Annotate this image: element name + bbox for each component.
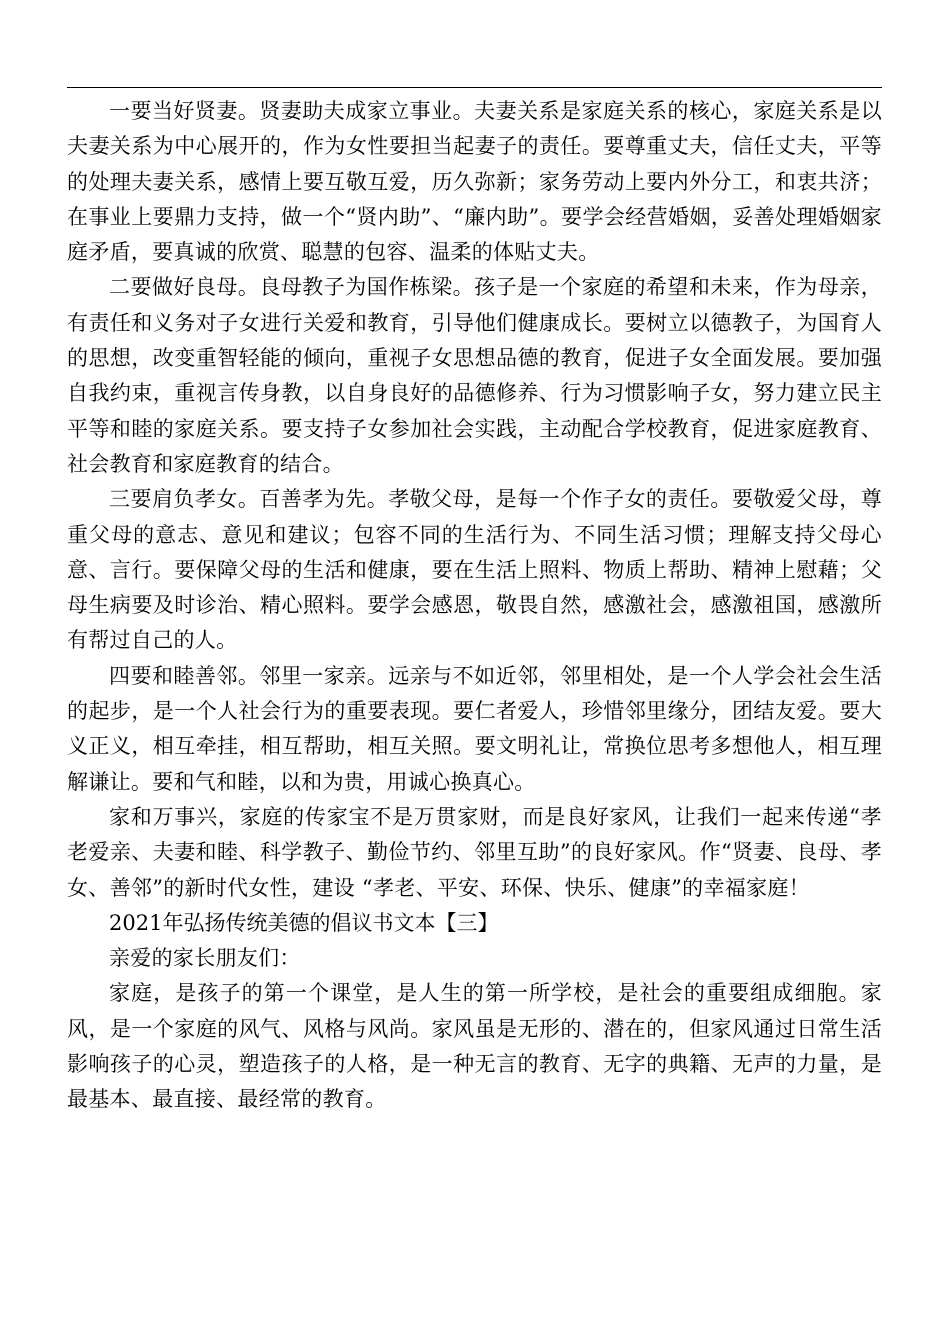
header-rule xyxy=(67,87,882,88)
paragraph-good-mother: 二要做好良母。良母教子为国作栋梁。孩子是一个家庭的希望和未来，作为母亲，有责任和义务对子女进行关爱和教育，引导他们健康成长。要树立以德教子，为国育人的思想，改变重智轻能的倾向，重视子女思想品德的教育，促进子女全面发展。要加强自我约束，重视言传身教，以自身良好的品德修养、行为习惯影响子女，努力建立民主平等和睦的家庭关系。要支持子女参加社会实践，主动配合学校教育，促进家庭教育、社会教育和家庭教育的结合。 xyxy=(67,275,882,476)
paragraph-filial-daughter: 三要肩负孝女。百善孝为先。孝敬父母，是每一个作子女的责任。要敬爱父母，尊重父母的意志、意见和建议；包容不同的生活行为、不同生活习惯；理解支持父母心意、言行。要保障父母的生活和健康，要在生活上照料、物质上帮助、精神上慰藉；父母生病要及时诊治、精心照料。要学会感恩，敬畏自然，感激社会，感激祖国，感激所有帮过自己的人。 xyxy=(67,487,882,653)
paragraph-good-neighbor: 四要和睦善邻。邻里一家亲。远亲与不如近邻，邻里相处，是一个人学会社会生活的起步，是一个人社会行为的重要表现。要仁者爱人，珍惜邻里缘分，团结友爱。要大义正义，相互牵挂，相互帮助，相互关照。要文明礼让，常换位思考多想他人，相互理解谦让。要和气和睦，以和为贵，用诚心换真心。 xyxy=(67,663,882,794)
salutation: 亲爱的家长朋友们： xyxy=(109,946,301,971)
paragraph-family-tradition: 家庭，是孩子的第一个课堂，是人生的第一所学校，是社会的重要组成细胞。家风，是一个家庭的风气、风格与风尚。家风虽是无形的、潜在的，但家风通过日常生活影响孩子的心灵，塑造孩子的人格，是一种无言的教育、无字的典籍、无声的力量，是最基本、最直接、最经常的教育。 xyxy=(67,981,882,1112)
paragraph-conclusion: 家和万事兴，家庭的传家宝不是万贯家财，而是良好家风，让我们一起来传递“孝老爱亲、夫妻和睦、科学教子、勤俭节约、邻里互助”的良好家风。作“贤妻、良母、孝女、善邻”的新时代女性，建设 “孝老、平安、环保、快乐、健康”的幸福家庭！ xyxy=(67,804,882,900)
paragraph-good-wife: 一要当好贤妻。贤妻助夫成家立事业。夫妻关系是家庭关系的核心，家庭关系是以夫妻关系为中心展开的，作为女性要担当起妻子的责任。要尊重丈夫，信任丈夫，平等的处理夫妻关系，感情上要互敬互爱，历久弥新；家务劳动上要内外分工，和衷共济；在事业上要鼎力支持，做一个“贤内助”、“廉内助”。要学会经营婚姻，妥善处理婚姻家庭矛盾，要真诚的欣赏、聪慧的包容、温柔的体贴丈夫。 xyxy=(67,99,882,265)
document-body xyxy=(67,94,882,1118)
section-heading: 2021年弘扬传统美德的倡议书文本【三】 xyxy=(109,910,499,935)
